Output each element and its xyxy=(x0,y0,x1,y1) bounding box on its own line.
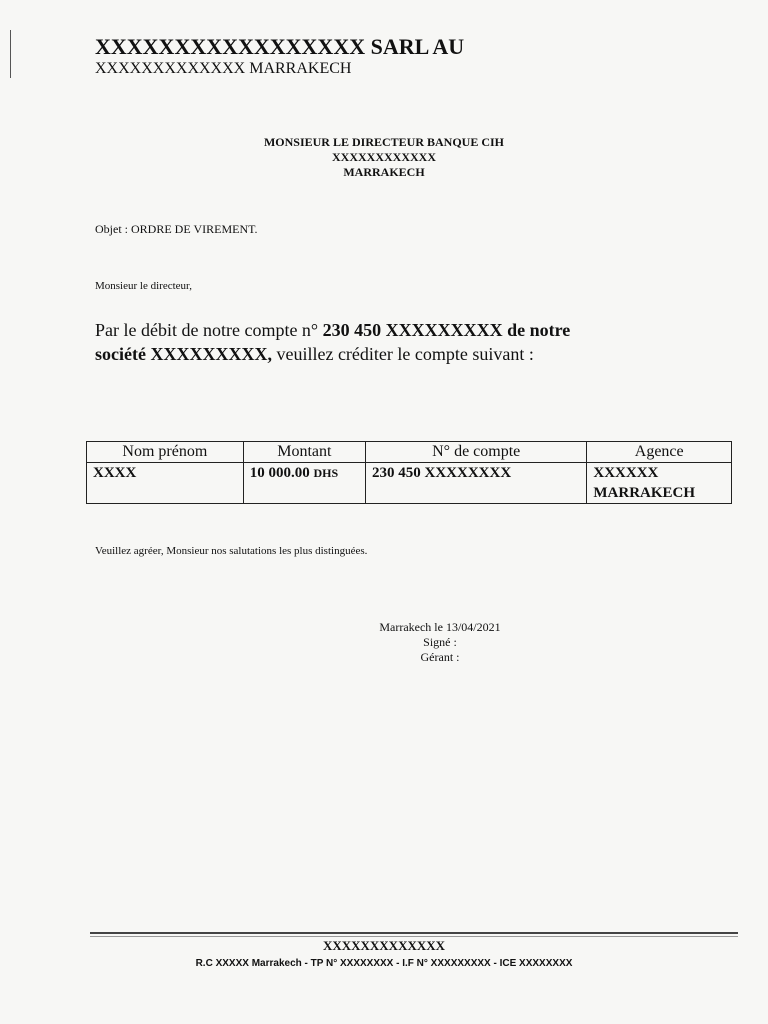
header-account: N° de compte xyxy=(366,442,587,463)
signature-block xyxy=(340,620,540,665)
closing-line: Veuillez agréer, Monsieur nos salutations les plus distinguées. xyxy=(95,545,368,557)
footer-divider xyxy=(90,932,738,934)
body-company: XXXXXXXXX, xyxy=(150,344,272,364)
agency-line-2: MARRAKECH xyxy=(593,485,696,501)
recipient-line-3: MARRAKECH xyxy=(343,165,425,179)
footer-ids: R.C XXXXX Marrakech - TP N° XXXXXXXX - I.F N° XXXXXXXXX - ICE XXXXXXXX xyxy=(195,958,573,969)
role-label: Gérant : xyxy=(420,650,460,664)
header-agency: Agence xyxy=(587,442,732,463)
footer-divider-thin xyxy=(90,936,738,937)
body-part-1: Par le débit de notre compte n° xyxy=(95,320,323,340)
company-name: XXXXXXXXXXXXXXXXX SARL AU xyxy=(95,34,465,59)
body-account: 230 450 XXXXXXXXX xyxy=(322,320,503,340)
signed-label: Signé : xyxy=(423,635,457,649)
table-row xyxy=(87,463,732,504)
cell-agency xyxy=(587,463,732,504)
recipient-line-2: XXXXXXXXXXXX xyxy=(332,150,436,164)
cell-name: XXXX xyxy=(87,463,244,504)
header-name: Nom prénom xyxy=(87,442,244,463)
amount-value: 10 000.00 xyxy=(249,465,310,481)
subject-line: Objet : ORDRE DE VIREMENT. xyxy=(95,222,258,236)
recipient-line-1: MONSIEUR LE DIRECTEUR BANQUE CIH xyxy=(263,135,505,149)
body-part-2: de notre xyxy=(502,320,571,340)
salutation: Monsieur le directeur, xyxy=(95,280,192,292)
body-paragraph xyxy=(95,318,655,366)
body-part-3: société xyxy=(95,344,151,364)
cell-account: 230 450 XXXXXXXX xyxy=(366,463,587,504)
cell-amount xyxy=(243,463,365,504)
scan-edge-line xyxy=(10,30,11,78)
header-amount: Montant xyxy=(243,442,365,463)
recipient-block xyxy=(0,135,768,180)
company-city: XXXXXXXXXXXXX MARRAKECH xyxy=(95,60,352,77)
amount-unit: DHS xyxy=(313,466,339,480)
body-part-4: veuillez créditer le compte suivant : xyxy=(271,344,534,364)
agency-line-1: XXXXXX xyxy=(593,465,659,481)
transfer-table xyxy=(86,441,732,504)
table-header-row xyxy=(87,442,732,463)
place-date: Marrakech le 13/04/2021 xyxy=(379,620,501,634)
footer-company: XXXXXXXXXXXXX xyxy=(322,938,446,953)
